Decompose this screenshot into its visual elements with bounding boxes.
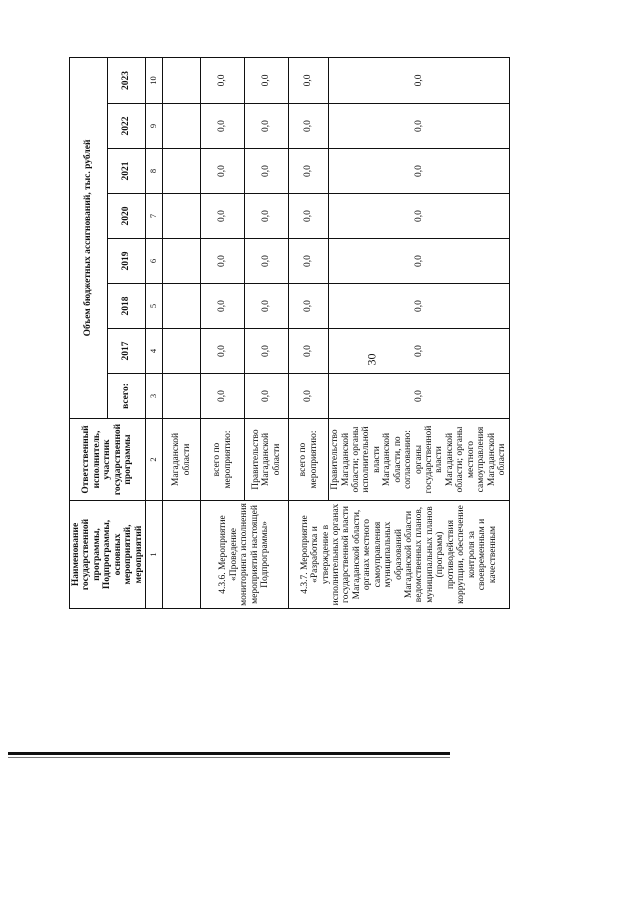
row-executor: всего по мероприятию: xyxy=(289,419,329,501)
row-value xyxy=(163,104,201,149)
row-value: 0,0 xyxy=(201,284,245,329)
index-cell: 1 xyxy=(146,501,163,609)
row-value xyxy=(163,239,201,284)
row-name xyxy=(163,501,201,609)
header-year: 2019 xyxy=(108,239,146,284)
row-value: 0,0 xyxy=(329,374,509,419)
header-year: 2023 xyxy=(108,57,146,103)
index-row xyxy=(146,57,163,608)
row-value xyxy=(163,57,201,103)
row-value: 0,0 xyxy=(289,329,329,374)
row-executor: Правительство Магаданской области xyxy=(245,419,289,501)
row-value xyxy=(163,149,201,194)
page-number: 30 xyxy=(364,353,379,366)
row-value: 0,0 xyxy=(329,329,509,374)
index-cell: 2 xyxy=(146,419,163,501)
header-budget: Объем бюджетных ассигнований, тыс. рублей xyxy=(70,57,108,418)
table-row xyxy=(289,57,329,608)
row-value: 0,0 xyxy=(329,194,509,239)
row-name: 4.3.6. Мероприятие «Проведение мониторинга исполнения мероприятий настоящей Подпрограммы» xyxy=(201,501,289,609)
row-value xyxy=(163,329,201,374)
row-value: 0,0 xyxy=(245,149,289,194)
row-value: 0,0 xyxy=(245,104,289,149)
row-value: 0,0 xyxy=(201,57,245,103)
row-value: 0,0 xyxy=(201,239,245,284)
row-value: 0,0 xyxy=(201,329,245,374)
row-value xyxy=(163,284,201,329)
row-value: 0,0 xyxy=(329,284,509,329)
footer-rule-thin xyxy=(8,757,450,758)
header-total: всего: xyxy=(108,374,146,419)
row-value: 0,0 xyxy=(201,149,245,194)
row-value: 0,0 xyxy=(289,194,329,239)
index-cell: 7 xyxy=(146,194,163,239)
row-value: 0,0 xyxy=(245,239,289,284)
row-value xyxy=(163,374,201,419)
header-year: 2021 xyxy=(108,149,146,194)
row-value: 0,0 xyxy=(201,104,245,149)
row-value: 0,0 xyxy=(289,239,329,284)
row-value: 0,0 xyxy=(289,284,329,329)
header-year: 2018 xyxy=(108,284,146,329)
header-year: 2020 xyxy=(108,194,146,239)
table-row xyxy=(201,57,245,608)
row-value: 0,0 xyxy=(245,374,289,419)
row-value: 0,0 xyxy=(245,194,289,239)
header-executor: Ответственный исполнитель, участник государственной программы xyxy=(70,419,146,501)
index-cell: 4 xyxy=(146,329,163,374)
row-executor: Магаданской области xyxy=(163,419,201,501)
row-value: 0,0 xyxy=(201,194,245,239)
index-cell: 5 xyxy=(146,284,163,329)
row-value: 0,0 xyxy=(245,284,289,329)
budget-table xyxy=(69,57,510,609)
index-cell: 3 xyxy=(146,374,163,419)
table-row xyxy=(163,57,201,608)
index-cell: 6 xyxy=(146,239,163,284)
header-name: Наименование государственной программы, Подпрограммы, основных мероприятий, мероприятий xyxy=(70,501,146,609)
row-executor: Правительство Магаданской области; органы исполнительной власти Магаданской области, по согласованию: органы государственной власти Магаданской области; органы местного самоуправления Магаданской области xyxy=(329,419,509,501)
budget-table-container xyxy=(69,58,508,609)
index-cell: 10 xyxy=(146,57,163,103)
row-value: 0,0 xyxy=(289,374,329,419)
header-year: 2017 xyxy=(108,329,146,374)
row-name: 4.3.7. Мероприятие «Разработка и утверждение в исполнительных органах государственной власти Магаданской области, органах местного самоуправления муниципальных образований Магаданской области ведомственных планов, муниципальных планов (программ) противодействия коррупции, обеспечение контроля за своевременным и качественным xyxy=(289,501,509,609)
row-value: 0,0 xyxy=(289,104,329,149)
row-value: 0,0 xyxy=(289,57,329,103)
row-value: 0,0 xyxy=(329,239,509,284)
header-year: 2022 xyxy=(108,104,146,149)
index-cell: 8 xyxy=(146,149,163,194)
row-executor: всего по мероприятию: xyxy=(201,419,245,501)
row-value: 0,0 xyxy=(329,149,509,194)
index-cell: 9 xyxy=(146,104,163,149)
row-value: 0,0 xyxy=(329,104,509,149)
row-value: 0,0 xyxy=(245,57,289,103)
row-value: 0,0 xyxy=(245,329,289,374)
row-value: 0,0 xyxy=(201,374,245,419)
row-value xyxy=(163,194,201,239)
row-value: 0,0 xyxy=(329,57,509,103)
footer-rule xyxy=(8,752,450,755)
row-value: 0,0 xyxy=(289,149,329,194)
